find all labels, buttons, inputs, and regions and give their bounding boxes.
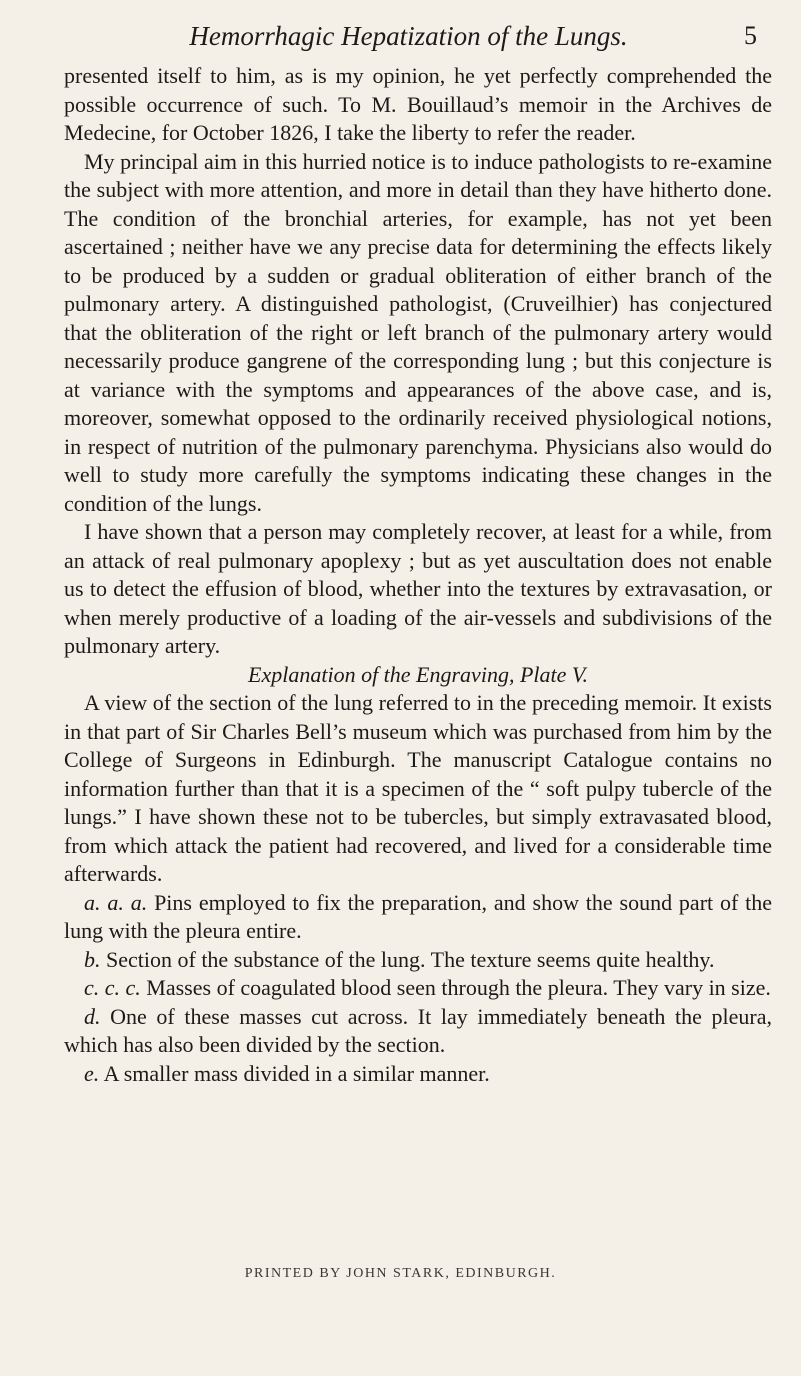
key-item-b	[64, 946, 772, 975]
body-text	[64, 62, 772, 1088]
key-item-d	[64, 1003, 772, 1060]
key-item-c	[64, 974, 772, 1003]
key-text: One of these masses cut across. It lay immediately beneath the pleura, which has also been divided by the section.	[64, 1003, 772, 1057]
running-head	[60, 14, 757, 58]
key-text: A smaller mass divided in a similar manner.	[103, 1060, 490, 1086]
key-text: Pins employed to fix the preparation, and show the sound part of the lung with the pleura entire.	[64, 889, 773, 943]
page-number: 5	[744, 21, 757, 50]
key-letter: c. c. c.	[84, 975, 141, 1000]
printer-imprint: PRINTED BY JOHN STARK, EDINBURGH.	[244, 1266, 557, 1281]
paragraph-3: I have shown that a person may completely recover, at least for a while, from an attack of real pulmonary apoplexy ; but as yet auscultation does not enable us to detect the effusion of blood, whether into the textures by extravasation, or when merely productive of a loading of the air-vessels and subdivisions of the pulmonary artery.	[64, 519, 772, 658]
key-item-e	[64, 1060, 772, 1089]
paragraph-2: My principal aim in this hurried notice is to induce pathologists to re-examine the subject with more attention, and more in detail than they have hitherto done. The condition of the bronchial arteries, for example, has not yet been ascertained ; neither have we any precise data for determining the effects likely to be produced by a sudden or gradual obliteration of either branch of the pulmonary artery. A distinguished pathologist, (Cruveilhier) has conjectured that the obliteration of the right or left branch of the pulmonary artery would necessarily produce gangrene of the corresponding lung ; but this conjecture is at variance with the symptoms and appearances of the above case, and is, moreover, somewhat opposed to the ordinarily received physiological notions, in respect of nutrition of the pulmonary parenchyma. Physicians also would do well to study more carefully the symptoms indicating these changes in the condition of the lungs.	[64, 148, 772, 516]
key-letter: d.	[84, 1003, 101, 1029]
explanation-heading: Explanation of the Engraving, Plate V.	[248, 661, 588, 687]
key-letter: e.	[84, 1060, 100, 1086]
explanation-intro: A view of the section of the lung referred to in the preceding memoir. It exists in that part of Sir Charles Bell’s museum which was purchased from him by the College of Surgeons in Edinburgh. The manuscript Catalogue contains no information further than that it is a specimen of the “ soft pulpy tubercle of the lungs.” I have shown these not to be tubercles, but simply extravasated blood, from which attack the patient had recovered, and lived for a considerable time afterwards.	[64, 690, 772, 886]
key-letter: b.	[84, 946, 101, 972]
key-text: Section of the substance of the lung. The texture seems quite healthy.	[106, 946, 715, 972]
key-letter: a. a. a.	[84, 889, 148, 915]
key-item-a	[64, 889, 772, 946]
key-text: Masses of coagulated blood seen through the pleura. They vary in size.	[146, 975, 771, 1000]
running-head-title: Hemorrhagic Hepatization of the Lungs.	[189, 21, 628, 51]
paragraph-1: presented itself to him, as is my opinion, he yet perfectly comprehended the possible occurrence of such. To M. Bouillaud’s memoir in the Archives de Medecine, for October 1826, I take the liberty to refer the reader.	[64, 63, 772, 145]
